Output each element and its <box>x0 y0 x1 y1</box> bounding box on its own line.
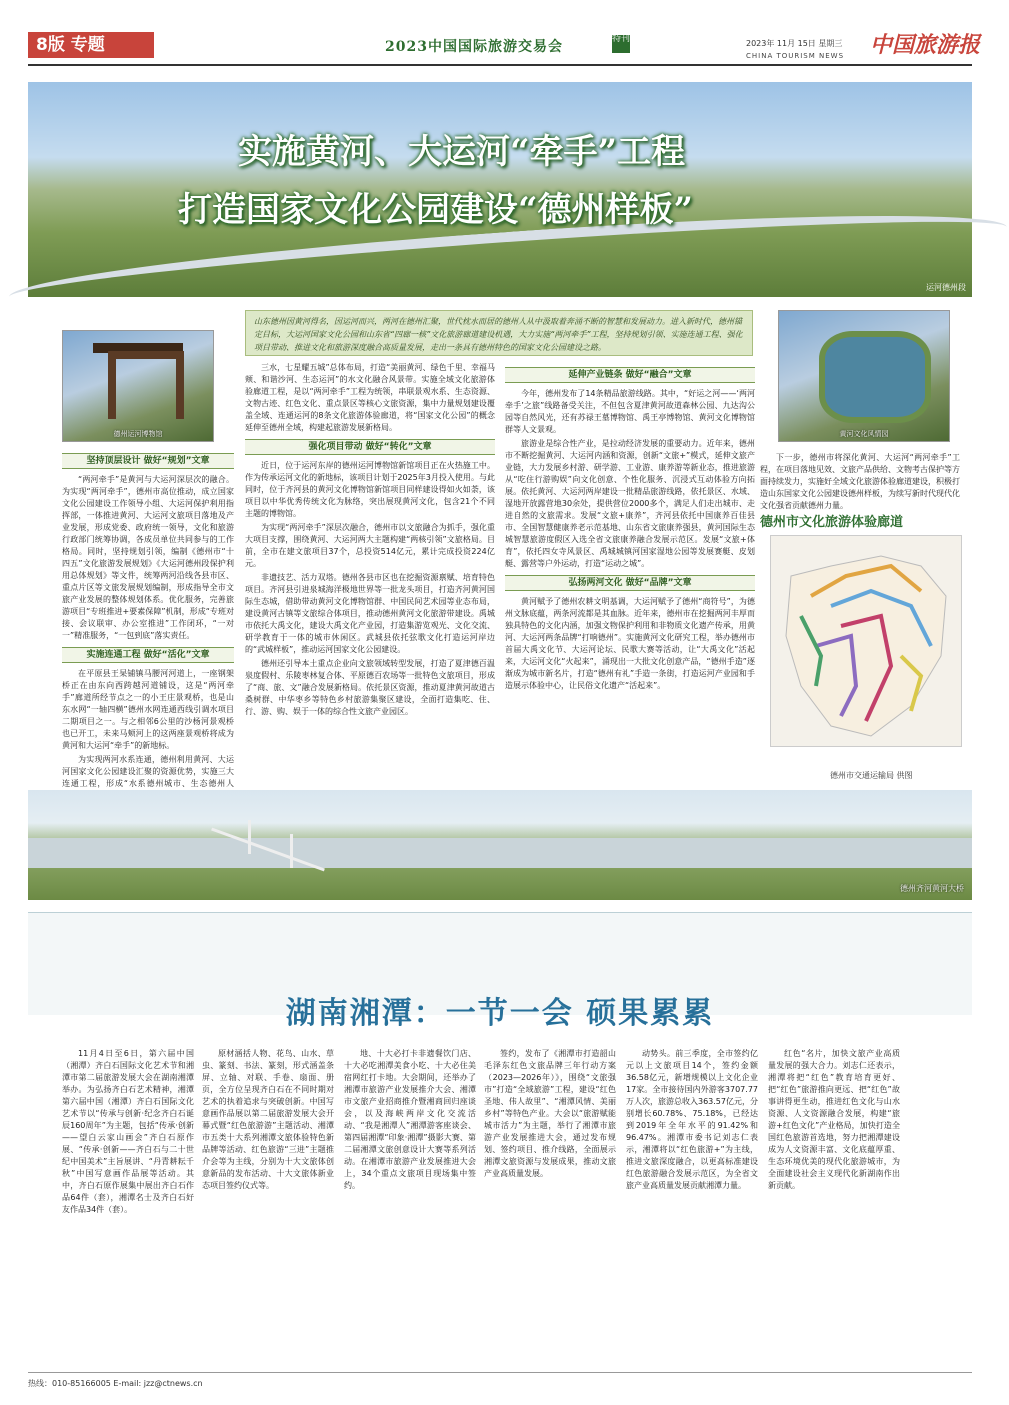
hunan-column-4 <box>484 1048 616 1363</box>
subheading: 弘扬两河文化 做好“品牌”文章 <box>505 575 755 591</box>
paragraph: 近日，位于运河东岸的德州运河博物馆新馆项目正在火热施工中。作为传承运河文化的新地标，该项目计划于2025年3月投入使用。与此同时，位于齐河县的黄河文化博物馆新馆项目同样建设得如火如荼，该项目以中华优秀传统文化为脉络，突出展现黄河文化，包含21个不同主题的博物馆。 <box>245 461 495 518</box>
article-column-4 <box>760 452 960 508</box>
bridge-caption: 德州齐河黄河大桥 <box>900 884 964 893</box>
subheading: 坚持顶层设计 做好“规划”文章 <box>62 453 234 469</box>
bridge-photo <box>28 790 972 900</box>
article-column-1 <box>62 448 234 788</box>
bridge-tower <box>248 820 251 854</box>
paragraph: “两河牵手”是黄河与大运河深层次的融合。为实现“两河牵手”，德州市高位推动，成立国家文化公园建设工作领导小组、大运河保护利用指挥部，一体推进黄河、大运河文旅项目落地及产业发展，形成党委、政府统一领导，文化和旅游行政部门统筹协调，各成员单位共同参与的工作格局。同时，坚持规划引领，编制《德州市“十四五”文化旅游发展规划》《大运河德州段保护利用总体规划》等文件，统筹两河沿线各县市区、重点片区等文旅发展规划编制，形成指导全市文旅产业发展的整体规划体系。优化服务，完善旅游项目“专班推进+要素保障”机制，形成“专班对接、会议联审、办公室推进”工作闭环，“一对一”精准服务，“一包到底”落实责任。 <box>62 475 234 640</box>
hunan-column-6 <box>768 1048 900 1363</box>
paragraph: 非遗技艺、活力双塔。德州各县市区也在挖掘资源禀赋、培育特色项目。齐河县引进泉城海洋极地世界等一批龙头项目，打造齐河黄河国际生态城，借助带动黄河文化博物馆群、中国民间艺术园等业态布局，建设黄河古镇等文旅综合体项目，推动德州黄河文化旅游带建设。禹城市依托大禹文化，建设大禹文化产业园，打造集游览观光、文化交流、研学教育于一体的城市休闲区。武城县依托弦歌文化打造运河岸边的“武城样板”，推动运河国家文化公园建设。 <box>245 573 495 654</box>
footer-contact: 热线：010-85166005 E-mail: jzz@ctnews.cn <box>28 1379 203 1388</box>
hero-photo <box>28 82 972 297</box>
hunan-column-5 <box>626 1048 758 1363</box>
hero-caption: 运河德州段 <box>926 283 966 292</box>
expo-title: 2023中国国际旅游交易会 <box>385 39 563 55</box>
hunan-headline: 湖南湘潭：一节一会 硕果累累 <box>285 996 715 1031</box>
corridor-map-graphic <box>771 536 961 746</box>
paragraph: 动势头。前三季度，全市签约亿元以上文旅项目14个，签约金额36.58亿元，新增规模以上文化企业17家。全市接待国内外游客3707.77万人次，旅游总收入363.57亿元，分别增长60.78%、75.18%，已经达到2019年全年水平的91.42%和96.47%。湘潭市委书记刘志仁表示，湘潭将以“红色旅游+”为主线，推进文旅深度融合，以更高标准建设红色旅游融合发展示范区，为全省文旅产业高质量发展贡献湘潭力量。 <box>626 1049 758 1190</box>
hunan-column-2 <box>202 1048 334 1363</box>
header-divider <box>28 64 972 66</box>
headline-line1: 实施黄河、大运河“牵手”工程 <box>238 132 686 172</box>
gate-shape <box>108 351 184 419</box>
article-column-3 <box>505 362 755 784</box>
paragraph: 地、十大必打卡非遗餐饮门店、十大必吃湘潭美食小吃、十大必住美宿网红打卡地。大会期间，还举办了湘潭市旅游产业发展推介大会、湘潭市文旅产业招商推介暨湘商回归座谈会，以及海峡两岸文化交流活动、“我是湘潭人”湘潭游客座谈会、第四届湘潭“印象·湘潭”摄影大赛、第二届湘潭文旅创意设计大赛等系列活动。在湘潭市旅游产业发展推进大会上，34个重点文旅项目现场集中签约。 <box>344 1049 476 1190</box>
paper-name-en: CHINA TOURISM NEWS <box>746 52 845 60</box>
map-source: 德州市交通运输局 供图 <box>830 771 913 780</box>
bridge-tower <box>290 834 293 868</box>
map-title: 德州市文化旅游体验廊道 <box>760 515 904 530</box>
headline-line2: 打造国家文化公园建设“德州样板” <box>178 190 694 230</box>
subheading: 强化项目带动 做好“转化”文章 <box>245 439 495 455</box>
paragraph: 11月4日至6日，第六届中国（湘潭）齐白石国际文化艺术节和湘潭市第二届旅游发展大会在湖南湘潭举办。为弘扬齐白石艺术精神，湘潭第六届中国（湘潭）齐白石国际文化艺术节以“传承与创新·纪念齐白石诞辰160周年”为主题，包括“传承·创新——望白云家山画会”齐白石原作展、“传承·创新——齐白石与二十世纪中国美术”主旨展讲、“丹青耕耘千秋”中国写意画作品展等活动。其中，齐白石原作展集中展出齐白石作品64件（套），湘潭名士及齐白石好友作品34件（套）。 <box>62 1049 194 1214</box>
paragraph: 原材涵括人物、花鸟、山水、草虫、篆刻、书法、篆刻，形式涵盖条屏、立轴、对联、手卷、扇面、册页，全方位呈现齐白石在不同时期对艺术的执着追求与突破创新。中国写意画作品展以第二届旅游发展大会开幕式暨“红色旅游游”主题活动、湘潭市五类十大系列湘潭文旅体验特色新品牌等活动、红色旅游“三进”主题推介会等为主线，分别为十大文旅体创意新品的发布活动、十大文旅体新业态项目签约仪式等。 <box>202 1049 334 1190</box>
footer-divider <box>28 1372 972 1373</box>
park-water-shape <box>819 331 931 423</box>
hunan-column-3 <box>344 1048 476 1363</box>
subheading: 实施连通工程 做好“活化”文章 <box>62 647 234 663</box>
paragraph: 黄河赋予了德州农耕文明基调，大运河赋予了德州“商符号”，为德州文脉底蕴，两条河流都是其血脉。近年来，德州市在挖掘两河丰厚而独具特色的文化内涵，加强文物保护利用和非物质文化遗产传承，用黄河、大运河两条品牌“打响德州”。实施黄河文化研究工程，举办德州市首届大禹文化节、大运河论坛、民歌大赛等活动，让“大禹文化”活起来，大运河文化“火起来”，涌现出一大批文化创意产品，“德州手造”逐渐成为城市新名片，打造“德州有礼”手造一条街，打造运河产业园和手造展示体验中心，让民俗文化遗产“活起来”。 <box>505 597 755 690</box>
paragraph: 在平原县王杲铺镇马腰河河道上，一座钢架桥正在由东向西跨越河道铺设，这是“两河牵手”廊道所经节点之一的小王庄景观桥，也是山东水网“一轴四横”德州水网连通西线引调水项目二期项目之一。与之相邻6公里的沙杨河景观桥也已开工，未来马颊河上的这两座景观桥将成为黄河和大运河“牵手”的新地标。 <box>62 669 234 750</box>
subheading: 延伸产业链条 做好“融合”文章 <box>505 367 755 383</box>
paragraph: 旅游业是综合性产业，是拉动经济发展的重要动力。近年来，德州市不断挖掘黄河、大运河内涵和资源，创新“文旅+”模式，延伸文旅产业链，大力发展乡村游、研学游、工业游、康养游等新业态，推进旅游从“吃住行游购娱”向文化创意、个性化服务、沉浸式互动体验方向拓展。依托黄河、大运河两岸建设一批精品旅游线路，依托景区、水域、湿地开放露营地30余处，提供营位2000多个，满足人们走出城市、走进自然的文旅需求。发展“文旅+康养”，齐河县依托中国康养百佳县市、全国智慧健康养老示范基地、山东省文旅康养强县，黄河国际生态城智慧旅游度假区入选全省文旅康养融合发展示范区。发展“文旅+体育”，依托四女寺风景区、禹城城镇河国家湿地公园等发展赛艇、皮划艇、露营等户外运动，打造“运动之城”。 <box>505 439 755 568</box>
paragraph: 为实现两河水系连通，德州利用黄河、大运河国家文化公园建设汇聚的资源优势，实施三大连通工程，形成“水系德州城市、生态德州人 <box>62 755 234 788</box>
issue-date: 2023年 11月 15日 星期三 <box>746 39 843 48</box>
expo-tag: 特刊 <box>612 35 630 53</box>
paragraph: 为实现“两河牵手”深层次融合，德州市以文旅融合为抓手，强化重大项目支撑，围绕黄河、大运河两大主题构建“两核引领”文旅格局。目前，全市在建文旅项目37个，总投资514亿元，累计完成投资224亿元。 <box>245 523 495 568</box>
museum-gate-photo <box>62 330 214 442</box>
paragraph: 德州还引导本土重点企业向文旅领域转型发展，打造了夏津德百温泉度假村、乐陵枣林复合体、平原德百农场等一批特色文旅项目，形成了“商、旅、文”融合发展新格局。依托景区资源，推动夏津黄河故道古桑树群、中华枣乡等特色乡村旅游集聚区建设，全面打造集吃、住、行、游、购、娱于一体的综合性文旅产业园区。 <box>245 659 495 716</box>
article-column-2 <box>245 362 495 784</box>
edition-label: 8版 专题 <box>28 32 154 58</box>
paragraph: 三水，七星耀五城”总体布局，打造“美丽黄河、绿色千里、幸福马颊、和谐沙河、生态运河”的水文化融合风景带。实施全域文化旅游体验廊道工程，是以“两河牵手”工程为统领，串联景观水系、生态资源、文物古迹、红色文化、重点景区等核心文旅资源，集中力量规划建设覆盖全域、连通运河的8条文化旅游体验廊道，将“国家文化公园”的概念延伸至德州全域，构建起旅游发展新格局。 <box>245 363 495 432</box>
intro-paragraph: 山东德州因黄河得名，因运河而兴，两河在德州汇聚，世代枕水而居的德州人从中汲取着奔涌不断的智慧和发展动力。进入新时代，德州锚定目标，大运河国家文化公园和山东省“四廊一核”文化旅游廊道建设机遇，大力实施“两河牵手”工程，坚持规划引领、实施连通工程、强化项目带动、推进文化和旅游深度融合高质量发展，走出一条具有德州特色的国家文化公园建设之路。 <box>245 310 753 356</box>
hunan-column-1 <box>62 1048 194 1363</box>
culture-park-photo <box>778 310 950 442</box>
paper-logo: 中国旅游报 <box>870 32 981 58</box>
paragraph: 红色“名片，加快文旅产业高质量发展的强大合力。刘志仁还表示，湘潭将把“红色”教育培育更好、把“红色”旅游推向更远、把“红色”故事讲得更生动，推进红色文化与山水资源、人文资源融合发展，构建“旅游+红色文化”产业格局，加快打造全国红色旅游首选地，努力把湘潭建设成为人文资源丰富、文化底蕴厚重、生态环境优美的现代化旅游城市，为全面建设社会主义现代化新湖南作出新贡献。 <box>768 1049 900 1190</box>
corridor-map <box>770 535 962 747</box>
river-water <box>28 838 972 868</box>
park-photo-caption: 黄河文化风情园 <box>839 430 889 438</box>
paragraph: 下一步，德州市将深化黄河、大运河“两河牵手”工程，在项目落地见效、文旅产品供给、文物考古保护等方面持续发力，实施好全域文化旅游体验廊道建设，积极打造山东国家文化公园建设德州样板，为续写新时代现代化文化强省贡献德州力量。 <box>760 453 960 510</box>
paragraph: 今年，德州发布了14条精品旅游线路。其中，“好运之河——‘两河牵手’之旅”线路备受关注，不但包含夏津黄河故道森林公园、九达沟公园等自然风光，还有苏禄王墓博物馆、禹王亭博物馆、黄河文化博物馆群等人文景观。 <box>505 389 755 434</box>
paragraph: 签约，发布了《湘潭市打造韶山毛泽东红色文旅品牌三年行动方案（2023—2026年）》，围绕“文旅强市”打造“全域旅游”工程，建设“红色圣地、伟人故里”、“湘潭风情、美丽乡村”等特色产业。大会以“旅游赋能城市活力”为主题，举行了湘潭市旅游产业发展推进大会，通过发布规划、签约项目、推介线路，全面展示湘潭文旅资源与发展成果，推动文旅产业高质量发展。 <box>484 1049 616 1178</box>
gate-photo-caption: 德州运河博物馆 <box>113 430 163 438</box>
